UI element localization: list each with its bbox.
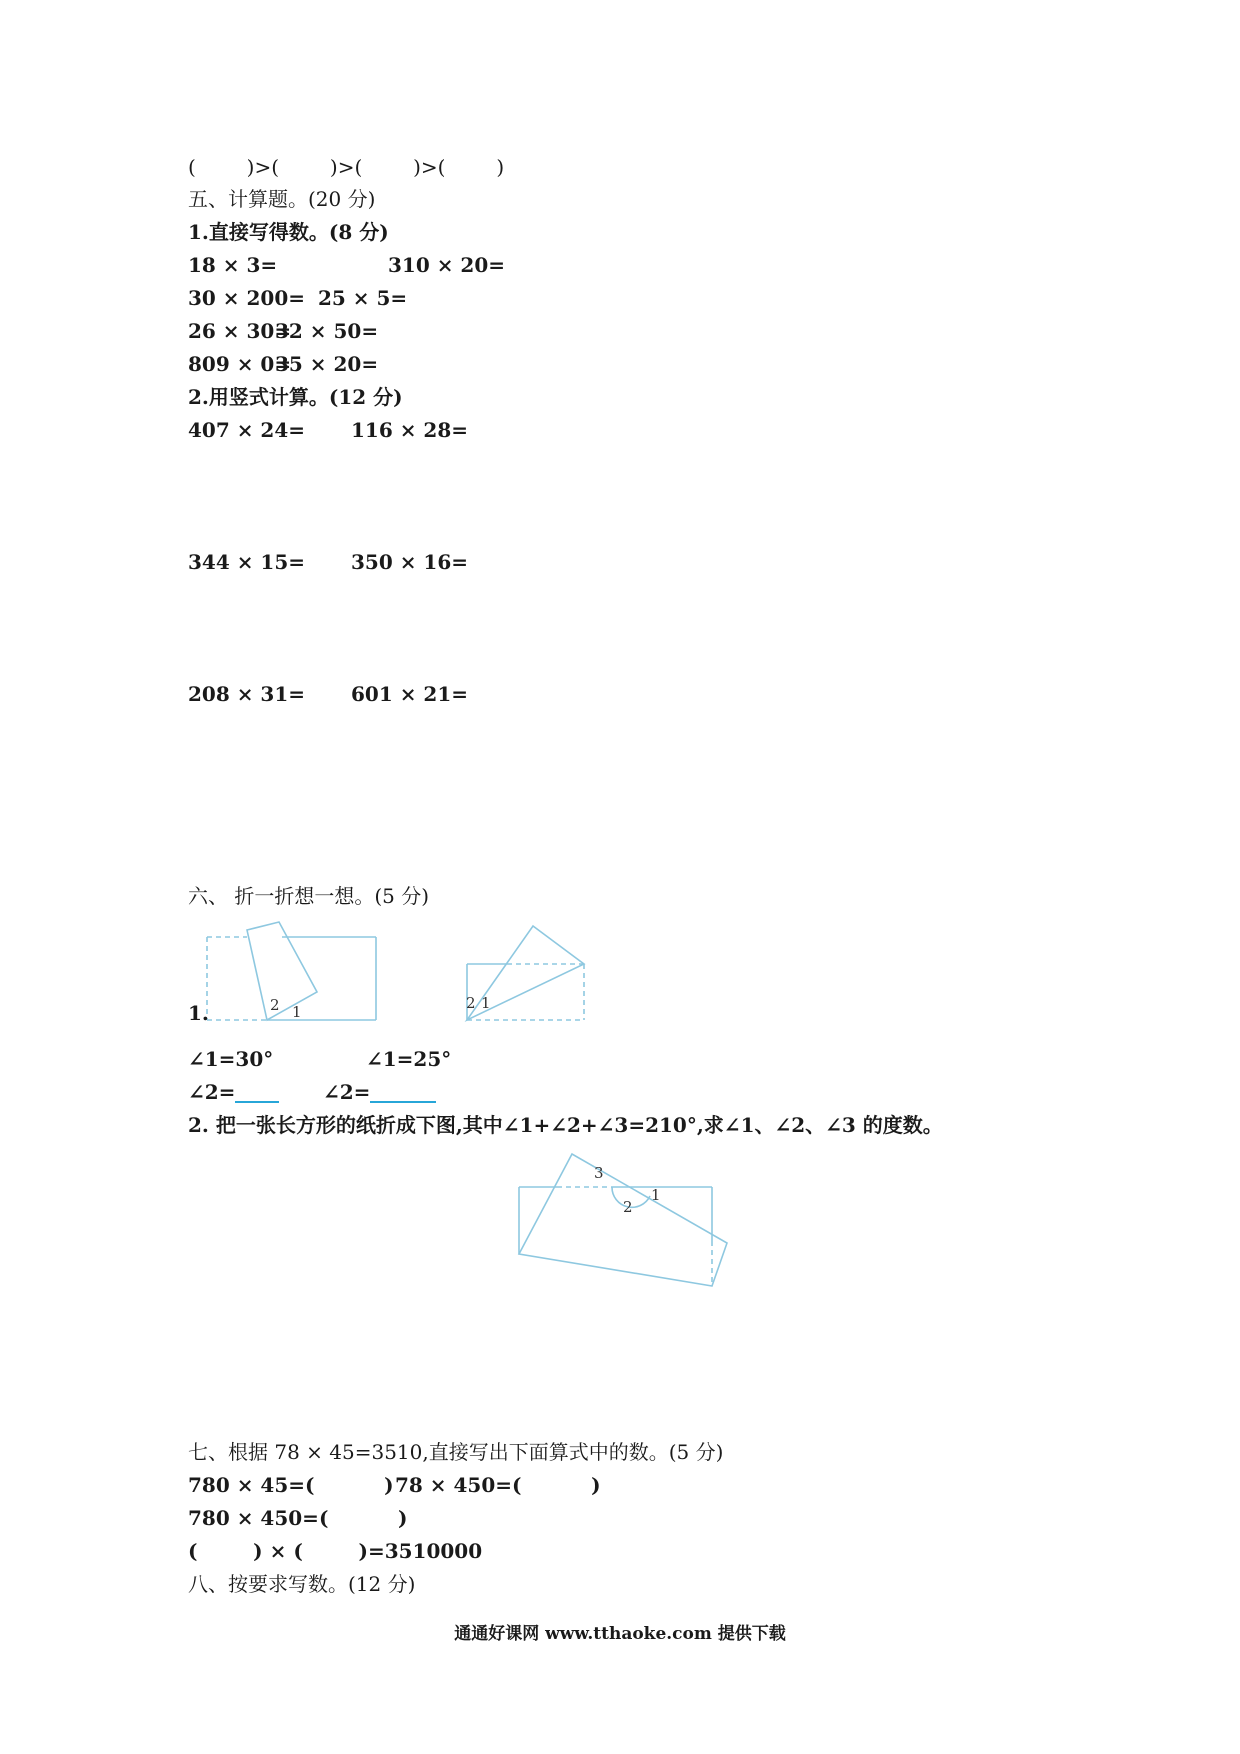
oral-problem: 35 × 20=	[275, 352, 379, 376]
given-angle-left: ∠1=30°	[188, 1047, 274, 1071]
oral-problem: 18 × 3=	[188, 253, 278, 277]
section7-row-2: 780 × 450=( )	[188, 1506, 408, 1530]
footer-credit: 通通好课网 www.tthaoke.com 提供下载	[454, 1624, 786, 1644]
vertical-problem: 344 × 15=	[188, 550, 306, 574]
fold3-angle-1-label: 1	[651, 1186, 661, 1204]
section7-title: 七、根据 78 × 45=3510,直接写出下面算式中的数。(5 分)	[188, 1440, 724, 1464]
section5-part1-title: 1.直接写得数。(8 分)	[188, 220, 389, 244]
section7-row-3: ( ) × ( )=3510000	[188, 1539, 483, 1563]
oral-problem: 32 × 50=	[275, 319, 379, 343]
section8-title: 八、按要求写数。(12 分)	[188, 1572, 416, 1596]
fold3-angle-2-label: 2	[623, 1198, 633, 1216]
fold1-angle-1-label: 1	[292, 1003, 302, 1021]
answer-angles-row	[188, 1079, 371, 1235]
oral-problem: 310 × 20=	[388, 253, 506, 277]
section5-title: 五、计算题。(20 分)	[188, 187, 376, 211]
answer-angle-left-label: ∠2=	[188, 1080, 236, 1104]
section7-problem: 78 × 450=( )	[395, 1473, 601, 1497]
vertical-problem: 601 × 21=	[351, 682, 469, 706]
answer-angle-right-blank[interactable]	[370, 1079, 436, 1103]
vertical-problem: 208 × 31=	[188, 682, 306, 706]
section5-part2-title: 2.用竖式计算。(12 分)	[188, 385, 403, 409]
answer-angle-left-blank[interactable]	[235, 1079, 279, 1103]
given-angle-right: ∠1=25°	[366, 1047, 452, 1071]
fold2-angle-2-label: 2	[466, 994, 476, 1012]
vertical-problem: 116 × 28=	[351, 418, 469, 442]
answer-angle-right-label: ∠2=	[323, 1080, 371, 1104]
fold1-angle-2-label: 2	[270, 996, 280, 1014]
section6-q2-text: 2. 把一张长方形的纸折成下图,其中∠1+∠2+∠3=210°,求∠1、∠2、∠3 的度数。	[188, 1113, 943, 1137]
section6-q1-number: 1.	[188, 1001, 209, 1025]
vertical-problem: 407 × 24=	[188, 418, 306, 442]
section6-title: 六、 折一折想一想。(5 分)	[188, 884, 430, 908]
oral-problem: 25 × 5=	[318, 286, 408, 310]
fold3-angle-3-label: 3	[594, 1164, 604, 1182]
fold-figure-3	[519, 1154, 727, 1286]
oral-problem: 26 × 30=	[188, 319, 292, 343]
oral-problem: 809 × 0=	[188, 352, 292, 376]
oral-problem: 30 × 200=	[188, 286, 306, 310]
section7-problem: 780 × 45=( )	[188, 1473, 394, 1497]
order-line: ( )>( )>( )>( )	[188, 155, 505, 179]
vertical-problem: 350 × 16=	[351, 550, 469, 574]
fold2-angle-1-label: 1	[481, 994, 491, 1012]
